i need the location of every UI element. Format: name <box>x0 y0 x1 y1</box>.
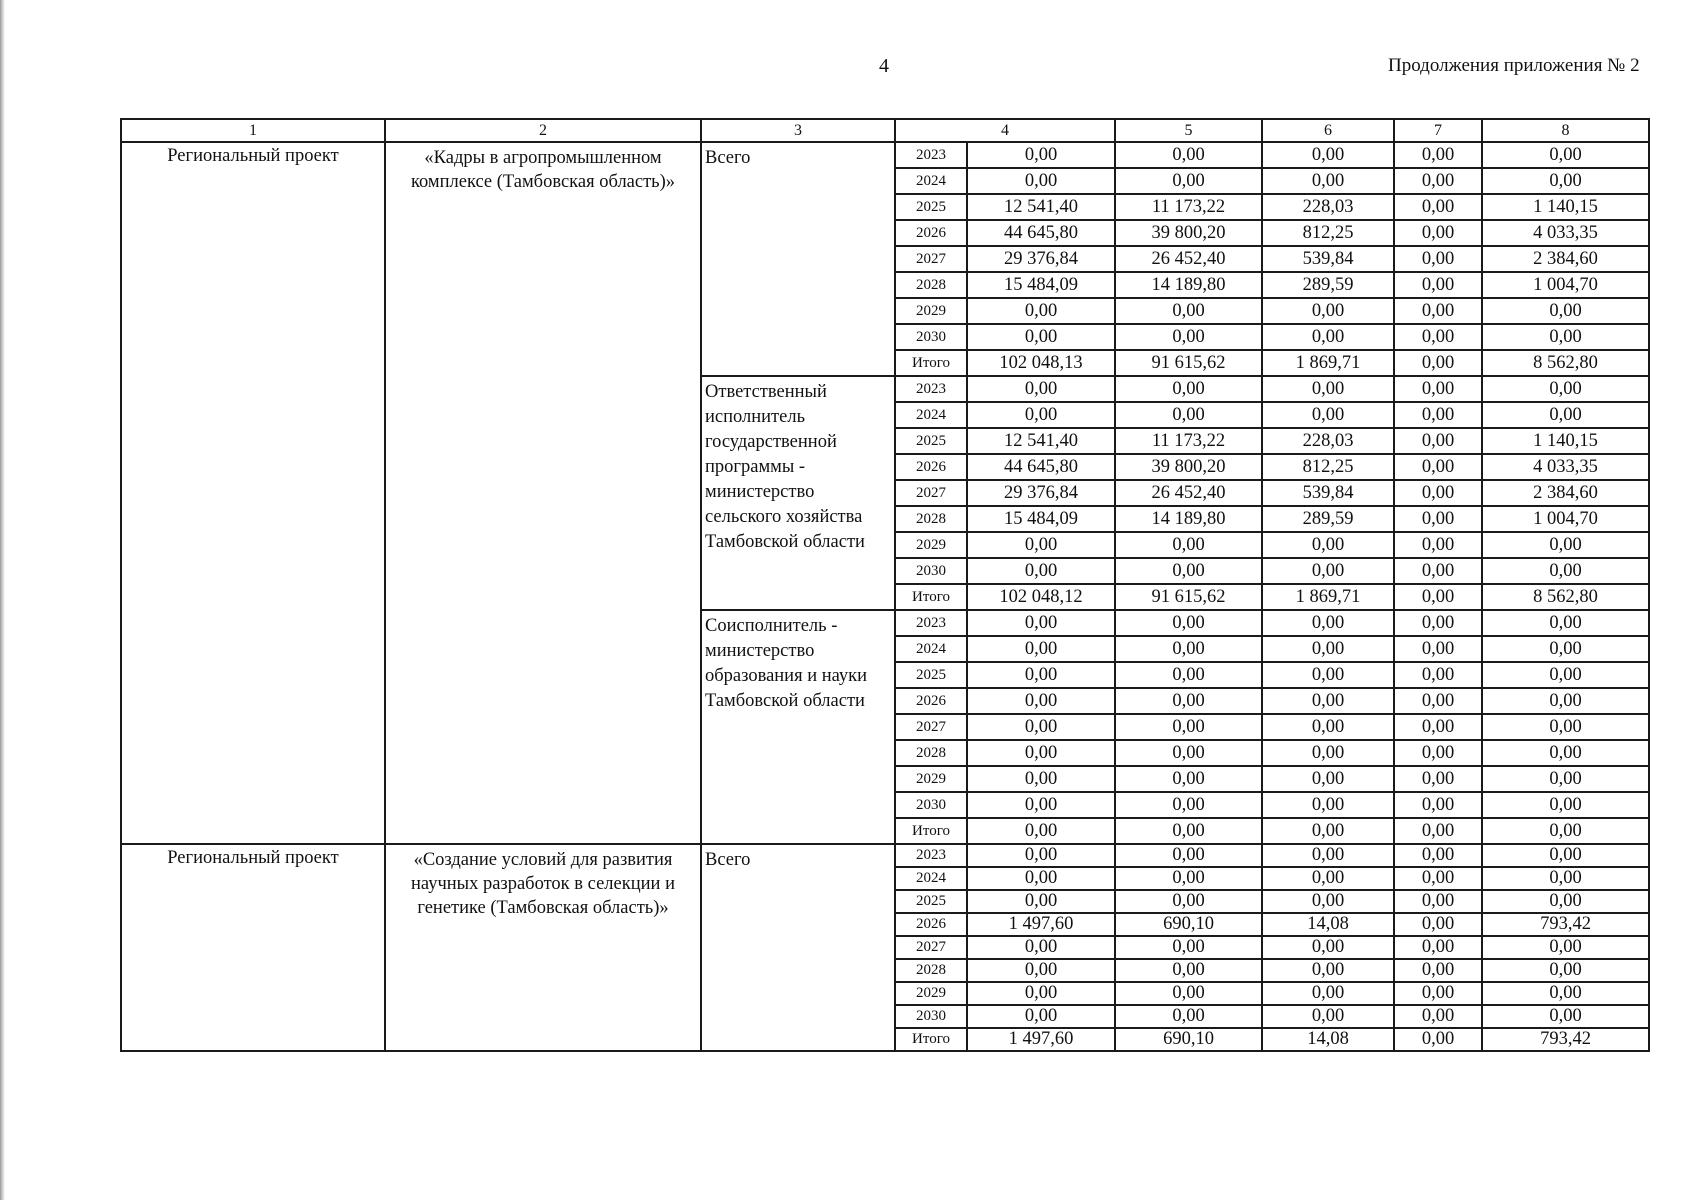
value-cell: 26 452,40 <box>1115 246 1262 272</box>
year-cell: 2026 <box>895 220 967 246</box>
value-cell: 0,00 <box>1394 959 1482 982</box>
value-cell: 0,00 <box>1115 376 1262 402</box>
value-cell: 0,00 <box>1115 610 1262 636</box>
value-cell: 0,00 <box>967 936 1115 959</box>
value-cell: 0,00 <box>1394 636 1482 662</box>
value-cell: 0,00 <box>967 982 1115 1005</box>
value-cell: 0,00 <box>1394 688 1482 714</box>
value-cell: 44 645,80 <box>967 220 1115 246</box>
year-cell: 2027 <box>895 480 967 506</box>
value-cell: 0,00 <box>1115 324 1262 350</box>
value-cell: 0,00 <box>1482 402 1649 428</box>
value-cell: 0,00 <box>1115 982 1262 1005</box>
value-cell: 0,00 <box>1262 867 1394 890</box>
value-cell: 0,00 <box>1394 272 1482 298</box>
value-cell: 0,00 <box>1115 959 1262 982</box>
value-cell: 0,00 <box>967 959 1115 982</box>
value-cell: 0,00 <box>1394 890 1482 913</box>
value-cell: 0,00 <box>1262 714 1394 740</box>
value-cell: 0,00 <box>1394 558 1482 584</box>
year-cell: 2029 <box>895 298 967 324</box>
year-cell: 2030 <box>895 792 967 818</box>
value-cell: 0,00 <box>1394 324 1482 350</box>
year-cell: 2028 <box>895 272 967 298</box>
value-cell: 0,00 <box>1115 142 1262 168</box>
value-cell: 2 384,60 <box>1482 480 1649 506</box>
value-cell: 0,00 <box>1482 376 1649 402</box>
value-cell: 1 140,15 <box>1482 428 1649 454</box>
value-cell: 0,00 <box>1394 610 1482 636</box>
year-cell: 2025 <box>895 428 967 454</box>
value-cell: 0,00 <box>967 792 1115 818</box>
value-cell: 0,00 <box>1115 867 1262 890</box>
value-cell: 0,00 <box>967 1005 1115 1028</box>
value-cell: 228,03 <box>1262 194 1394 220</box>
value-cell: 29 376,84 <box>967 480 1115 506</box>
value-cell: 8 562,80 <box>1482 350 1649 376</box>
year-cell: 2027 <box>895 714 967 740</box>
value-cell: 0,00 <box>1482 867 1649 890</box>
value-cell: 0,00 <box>1394 740 1482 766</box>
value-cell: 102 048,12 <box>967 584 1115 610</box>
value-cell: 0,00 <box>1115 168 1262 194</box>
value-cell: 0,00 <box>1394 480 1482 506</box>
year-cell: 2023 <box>895 610 967 636</box>
value-cell: 0,00 <box>1262 532 1394 558</box>
value-cell: 14 189,80 <box>1115 272 1262 298</box>
value-cell: 14,08 <box>1262 1028 1394 1051</box>
value-cell: 0,00 <box>1262 168 1394 194</box>
value-cell: 0,00 <box>1262 558 1394 584</box>
year-cell: 2025 <box>895 890 967 913</box>
value-cell: 0,00 <box>1394 844 1482 867</box>
column-header-5: 5 <box>1115 119 1262 142</box>
value-cell: 0,00 <box>1482 740 1649 766</box>
value-cell: 0,00 <box>1115 766 1262 792</box>
value-cell: 0,00 <box>1482 610 1649 636</box>
value-cell: 0,00 <box>1115 1005 1262 1028</box>
value-cell: 0,00 <box>1394 867 1482 890</box>
value-cell: 228,03 <box>1262 428 1394 454</box>
value-cell: 0,00 <box>1482 324 1649 350</box>
value-cell: 0,00 <box>1482 714 1649 740</box>
project-type: Региональный проект <box>121 844 385 1051</box>
value-cell: 0,00 <box>1482 936 1649 959</box>
value-cell: 0,00 <box>1115 714 1262 740</box>
value-cell: 0,00 <box>967 298 1115 324</box>
year-cell: 2030 <box>895 558 967 584</box>
value-cell: 0,00 <box>1394 936 1482 959</box>
value-cell: 0,00 <box>1115 818 1262 844</box>
value-cell: 0,00 <box>1482 532 1649 558</box>
value-cell: 0,00 <box>1482 688 1649 714</box>
value-cell: 0,00 <box>967 168 1115 194</box>
value-cell: 1 004,70 <box>1482 506 1649 532</box>
column-header-2: 2 <box>385 119 701 142</box>
value-cell: 0,00 <box>1115 792 1262 818</box>
year-cell: 2025 <box>895 662 967 688</box>
value-cell: 0,00 <box>967 688 1115 714</box>
value-cell: 0,00 <box>967 740 1115 766</box>
value-cell: 39 800,20 <box>1115 454 1262 480</box>
year-cell: 2029 <box>895 982 967 1005</box>
value-cell: 0,00 <box>1394 194 1482 220</box>
value-cell: 0,00 <box>1482 959 1649 982</box>
year-cell: 2026 <box>895 913 967 936</box>
value-cell: 2 384,60 <box>1482 246 1649 272</box>
year-cell: 2023 <box>895 142 967 168</box>
value-cell: 0,00 <box>967 636 1115 662</box>
value-cell: 0,00 <box>1482 792 1649 818</box>
column-header-4: 4 <box>895 119 1115 142</box>
value-cell: 4 033,35 <box>1482 454 1649 480</box>
year-cell: 2026 <box>895 688 967 714</box>
value-cell: 0,00 <box>1115 740 1262 766</box>
value-cell: 0,00 <box>967 532 1115 558</box>
value-cell: 0,00 <box>1115 558 1262 584</box>
value-cell: 0,00 <box>1262 142 1394 168</box>
value-cell: 0,00 <box>1394 350 1482 376</box>
value-cell: 1 004,70 <box>1482 272 1649 298</box>
value-cell: 0,00 <box>967 402 1115 428</box>
year-cell: 2030 <box>895 324 967 350</box>
value-cell: 539,84 <box>1262 246 1394 272</box>
year-cell: 2024 <box>895 168 967 194</box>
value-cell: 0,00 <box>967 766 1115 792</box>
value-cell: 1 869,71 <box>1262 350 1394 376</box>
value-cell: 0,00 <box>1394 454 1482 480</box>
value-cell: 44 645,80 <box>967 454 1115 480</box>
value-cell: 0,00 <box>1394 506 1482 532</box>
value-cell: 11 173,22 <box>1115 428 1262 454</box>
value-cell: 0,00 <box>967 610 1115 636</box>
value-cell: 0,00 <box>1262 298 1394 324</box>
value-cell: 0,00 <box>1482 298 1649 324</box>
value-cell: 0,00 <box>1394 792 1482 818</box>
value-cell: 0,00 <box>967 662 1115 688</box>
value-cell: 0,00 <box>1394 298 1482 324</box>
year-cell: 2024 <box>895 402 967 428</box>
value-cell: 0,00 <box>1262 636 1394 662</box>
executor-cell: Соисполнитель - министерство образования и науки Тамбовской области <box>701 610 895 844</box>
value-cell: 0,00 <box>1394 376 1482 402</box>
value-cell: 0,00 <box>1115 936 1262 959</box>
value-cell: 0,00 <box>1262 936 1394 959</box>
value-cell: 0,00 <box>1115 662 1262 688</box>
value-cell: 289,59 <box>1262 272 1394 298</box>
value-cell: 102 048,13 <box>967 350 1115 376</box>
table-row <box>121 844 1649 867</box>
value-cell: 0,00 <box>1262 610 1394 636</box>
year-cell: 2030 <box>895 1005 967 1028</box>
value-cell: 39 800,20 <box>1115 220 1262 246</box>
value-cell: 690,10 <box>1115 1028 1262 1051</box>
value-cell: 0,00 <box>1482 662 1649 688</box>
column-header-8: 8 <box>1482 119 1649 142</box>
table-header <box>121 119 1649 142</box>
value-cell: 0,00 <box>1115 890 1262 913</box>
value-cell: 0,00 <box>1394 168 1482 194</box>
year-cell: Итого <box>895 350 967 376</box>
value-cell: 0,00 <box>1262 376 1394 402</box>
year-cell: 2023 <box>895 844 967 867</box>
year-cell: 2029 <box>895 532 967 558</box>
page-number: 4 <box>879 55 889 77</box>
value-cell: 4 033,35 <box>1482 220 1649 246</box>
column-header-7: 7 <box>1394 119 1482 142</box>
value-cell: 0,00 <box>1262 402 1394 428</box>
year-cell: Итого <box>895 584 967 610</box>
value-cell: 29 376,84 <box>967 246 1115 272</box>
value-cell: 91 615,62 <box>1115 584 1262 610</box>
value-cell: 0,00 <box>1394 662 1482 688</box>
year-cell: Итого <box>895 1028 967 1051</box>
year-cell: 2026 <box>895 454 967 480</box>
value-cell: 539,84 <box>1262 480 1394 506</box>
value-cell: 91 615,62 <box>1115 350 1262 376</box>
value-cell: 0,00 <box>1262 844 1394 867</box>
value-cell: 0,00 <box>1262 890 1394 913</box>
value-cell: 0,00 <box>1262 324 1394 350</box>
value-cell: 0,00 <box>1394 1028 1482 1051</box>
value-cell: 0,00 <box>1482 168 1649 194</box>
column-header-3: 3 <box>701 119 895 142</box>
value-cell: 12 541,40 <box>967 428 1115 454</box>
year-cell: Итого <box>895 818 967 844</box>
year-cell: 2025 <box>895 194 967 220</box>
value-cell: 0,00 <box>1394 246 1482 272</box>
value-cell: 15 484,09 <box>967 272 1115 298</box>
executor-cell: Всего <box>701 142 895 376</box>
value-cell: 0,00 <box>1394 982 1482 1005</box>
value-cell: 0,00 <box>1394 714 1482 740</box>
year-cell: 2027 <box>895 936 967 959</box>
year-cell: 2023 <box>895 376 967 402</box>
executor-cell: Всего <box>701 844 895 1051</box>
value-cell: 812,25 <box>1262 220 1394 246</box>
value-cell: 0,00 <box>1394 766 1482 792</box>
value-cell: 8 562,80 <box>1482 584 1649 610</box>
value-cell: 0,00 <box>967 890 1115 913</box>
year-cell: 2028 <box>895 740 967 766</box>
value-cell: 0,00 <box>967 714 1115 740</box>
value-cell: 0,00 <box>1262 818 1394 844</box>
value-cell: 1 497,60 <box>967 913 1115 936</box>
value-cell: 0,00 <box>1262 662 1394 688</box>
value-cell: 1 140,15 <box>1482 194 1649 220</box>
value-cell: 0,00 <box>967 376 1115 402</box>
value-cell: 0,00 <box>1115 532 1262 558</box>
year-cell: 2027 <box>895 246 967 272</box>
value-cell: 0,00 <box>967 558 1115 584</box>
value-cell: 26 452,40 <box>1115 480 1262 506</box>
value-cell: 812,25 <box>1262 454 1394 480</box>
value-cell: 0,00 <box>1394 142 1482 168</box>
year-cell: 2028 <box>895 506 967 532</box>
value-cell: 0,00 <box>1482 1005 1649 1028</box>
value-cell: 0,00 <box>1394 220 1482 246</box>
year-cell: 2029 <box>895 766 967 792</box>
value-cell: 1 869,71 <box>1262 584 1394 610</box>
year-cell: 2024 <box>895 867 967 890</box>
value-cell: 0,00 <box>1262 740 1394 766</box>
value-cell: 0,00 <box>1394 584 1482 610</box>
value-cell: 0,00 <box>1482 818 1649 844</box>
funding-table <box>120 118 1650 1052</box>
table-body <box>121 142 1649 1051</box>
value-cell: 0,00 <box>1482 982 1649 1005</box>
value-cell: 0,00 <box>1482 766 1649 792</box>
project-name: «Кадры в агропромышленном комплексе (Тамбовская область)» <box>385 142 701 844</box>
value-cell: 1 497,60 <box>967 1028 1115 1051</box>
value-cell: 0,00 <box>1394 428 1482 454</box>
value-cell: 14,08 <box>1262 913 1394 936</box>
value-cell: 0,00 <box>967 324 1115 350</box>
value-cell: 0,00 <box>1482 558 1649 584</box>
value-cell: 0,00 <box>1262 688 1394 714</box>
project-name: «Создание условий для развития научных разработок в селекции и генетике (Тамбовская область)» <box>385 844 701 1051</box>
year-cell: 2028 <box>895 959 967 982</box>
value-cell: 0,00 <box>967 867 1115 890</box>
scan-edge <box>0 0 5 1200</box>
value-cell: 0,00 <box>967 844 1115 867</box>
value-cell: 0,00 <box>1115 402 1262 428</box>
appendix-caption: Продолжения приложения № 2 <box>1388 55 1640 76</box>
project-type: Региональный проект <box>121 142 385 844</box>
value-cell: 0,00 <box>1482 636 1649 662</box>
value-cell: 793,42 <box>1482 913 1649 936</box>
value-cell: 12 541,40 <box>967 194 1115 220</box>
value-cell: 793,42 <box>1482 1028 1649 1051</box>
value-cell: 0,00 <box>1394 818 1482 844</box>
value-cell: 0,00 <box>1262 959 1394 982</box>
table-row <box>121 142 1649 168</box>
value-cell: 690,10 <box>1115 913 1262 936</box>
value-cell: 0,00 <box>1482 844 1649 867</box>
value-cell: 0,00 <box>1262 766 1394 792</box>
column-header-1: 1 <box>121 119 385 142</box>
value-cell: 0,00 <box>1482 890 1649 913</box>
value-cell: 0,00 <box>1115 298 1262 324</box>
value-cell: 0,00 <box>967 142 1115 168</box>
value-cell: 11 173,22 <box>1115 194 1262 220</box>
value-cell: 15 484,09 <box>967 506 1115 532</box>
value-cell: 0,00 <box>1262 792 1394 818</box>
value-cell: 0,00 <box>1262 1005 1394 1028</box>
column-header-6: 6 <box>1262 119 1394 142</box>
value-cell: 14 189,80 <box>1115 506 1262 532</box>
value-cell: 0,00 <box>1394 913 1482 936</box>
value-cell: 0,00 <box>1394 532 1482 558</box>
value-cell: 0,00 <box>1262 982 1394 1005</box>
value-cell: 0,00 <box>1115 844 1262 867</box>
value-cell: 0,00 <box>967 818 1115 844</box>
value-cell: 0,00 <box>1394 402 1482 428</box>
value-cell: 0,00 <box>1115 636 1262 662</box>
value-cell: 0,00 <box>1115 688 1262 714</box>
executor-cell: Ответственный исполнитель государственной программы - министерство сельского хозяйства Тамбовской области <box>701 376 895 610</box>
year-cell: 2024 <box>895 636 967 662</box>
value-cell: 0,00 <box>1394 1005 1482 1028</box>
value-cell: 289,59 <box>1262 506 1394 532</box>
value-cell: 0,00 <box>1482 142 1649 168</box>
